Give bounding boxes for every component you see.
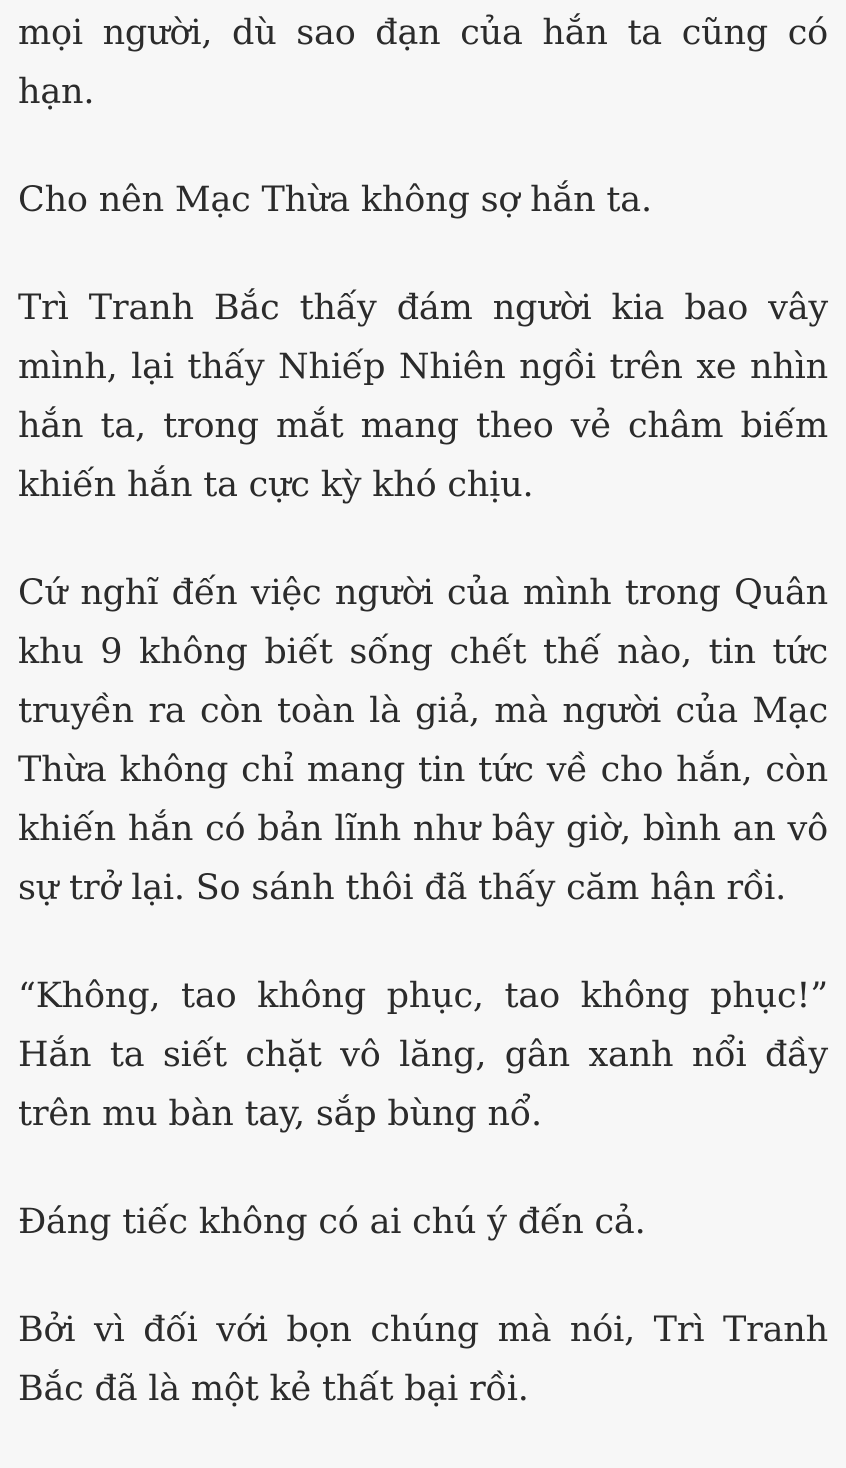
paragraph: “Không, tao không phục, tao không phục!” Hắn ta siết chặt vô lăng, gân xanh nổi đầy trên mu bàn tay, sắp bùng nổ. bbox=[18, 976, 828, 1134]
paragraph: Bởi vì đối với bọn chúng mà nói, Trì Tranh Bắc đã là một kẻ thất bại rồi. bbox=[18, 1310, 828, 1409]
paragraph: Cho nên Mạc Thừa không sợ hắn ta. bbox=[18, 180, 652, 220]
paragraph: mọi người, dù sao đạn của hắn ta cũng có hạn. bbox=[18, 13, 828, 112]
paragraph: Cứ nghĩ đến việc người của mình trong Quân khu 9 không biết sống chết thế nào, tin tức truyền ra còn toàn là giả, mà người của Mạc Thừa không chỉ mang tin tức về cho hắn, còn khiến hắn có bản lĩnh như bây giờ, bình an vô sự trở lại. So sánh thôi đã thấy căm hận rồi. bbox=[18, 573, 828, 908]
paragraph: Trì Tranh Bắc thấy đám người kia bao vây mình, lại thấy Nhiếp Nhiên ngồi trên xe nhìn hắn ta, trong mắt mang theo vẻ châm biếm khiến hắn ta cực kỳ khó chịu. bbox=[18, 288, 828, 505]
reader-content bbox=[18, 0, 828, 1468]
paragraph: Đáng tiếc không có ai chú ý đến cả. bbox=[18, 1202, 646, 1242]
